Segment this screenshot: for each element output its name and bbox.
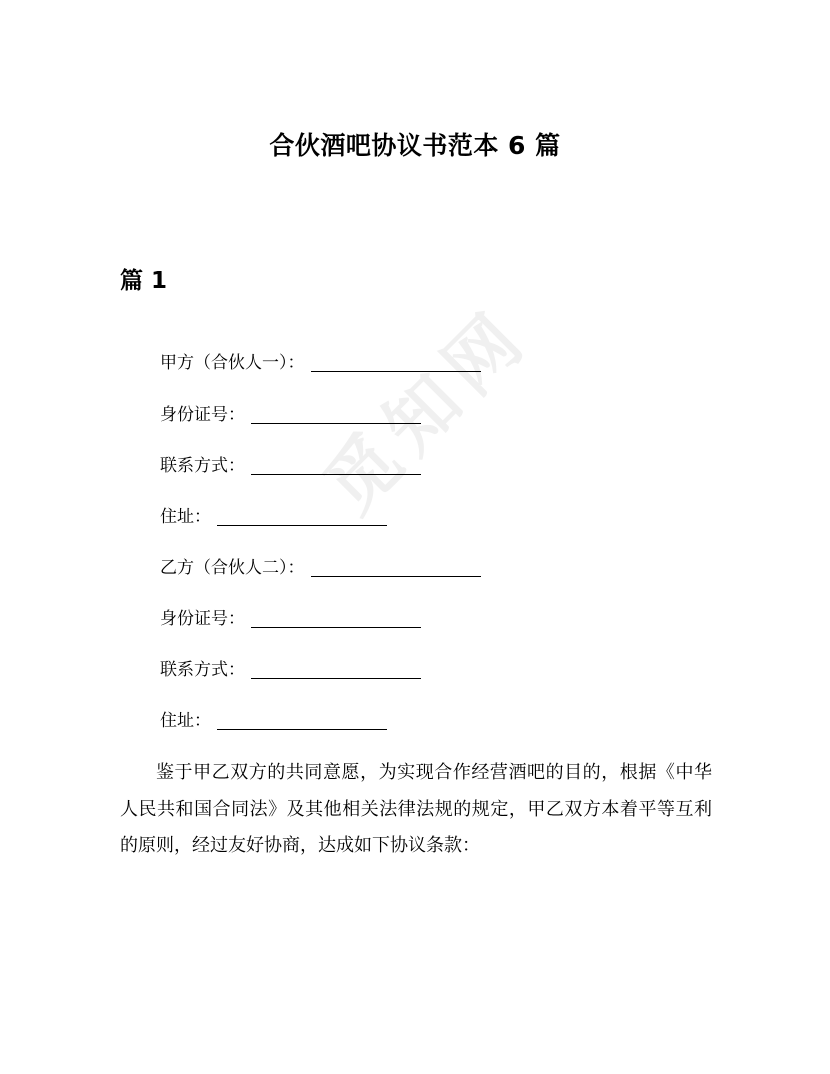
fill-in-blank bbox=[251, 454, 421, 475]
document-title: 合伙酒吧协议书范本 6 篇 bbox=[269, 131, 561, 160]
party-a-address-field bbox=[160, 504, 387, 530]
field-label: 住址： bbox=[160, 711, 211, 731]
field-label: 联系方式： bbox=[160, 456, 245, 476]
party-b-name-field bbox=[160, 555, 481, 581]
watermark: 觅知网 bbox=[308, 291, 546, 529]
field-label: 联系方式： bbox=[160, 660, 245, 680]
fill-in-blank bbox=[251, 403, 421, 424]
field-label: 住址： bbox=[160, 507, 211, 527]
field-label: 身份证号： bbox=[160, 405, 245, 425]
party-a-contact-field bbox=[160, 453, 421, 479]
intro-paragraph: 鉴于甲乙双方的共同意愿，为实现合作经营酒吧的目的，根据《中华人民共和国合同法》及其他相关法律法规的规定，甲乙双方本着平等互利的原则，经过友好协商，达成如下协议条款： bbox=[120, 762, 712, 856]
field-label: 乙方（合伙人二）： bbox=[160, 558, 305, 578]
party-a-id-field bbox=[160, 402, 421, 428]
fill-in-blank bbox=[217, 709, 387, 730]
section-heading: 篇 1 bbox=[120, 268, 168, 294]
party-b-id-field bbox=[160, 606, 421, 632]
party-b-address-field bbox=[160, 708, 387, 734]
fill-in-blank bbox=[251, 607, 421, 628]
field-label: 甲方（合伙人一）： bbox=[160, 353, 305, 373]
field-label: 身份证号： bbox=[160, 609, 245, 629]
fill-in-blank bbox=[311, 351, 481, 372]
fill-in-blank bbox=[311, 556, 481, 577]
party-b-contact-field bbox=[160, 657, 421, 683]
fill-in-blank bbox=[251, 658, 421, 679]
party-a-name-field bbox=[160, 350, 481, 376]
fill-in-blank bbox=[217, 505, 387, 526]
